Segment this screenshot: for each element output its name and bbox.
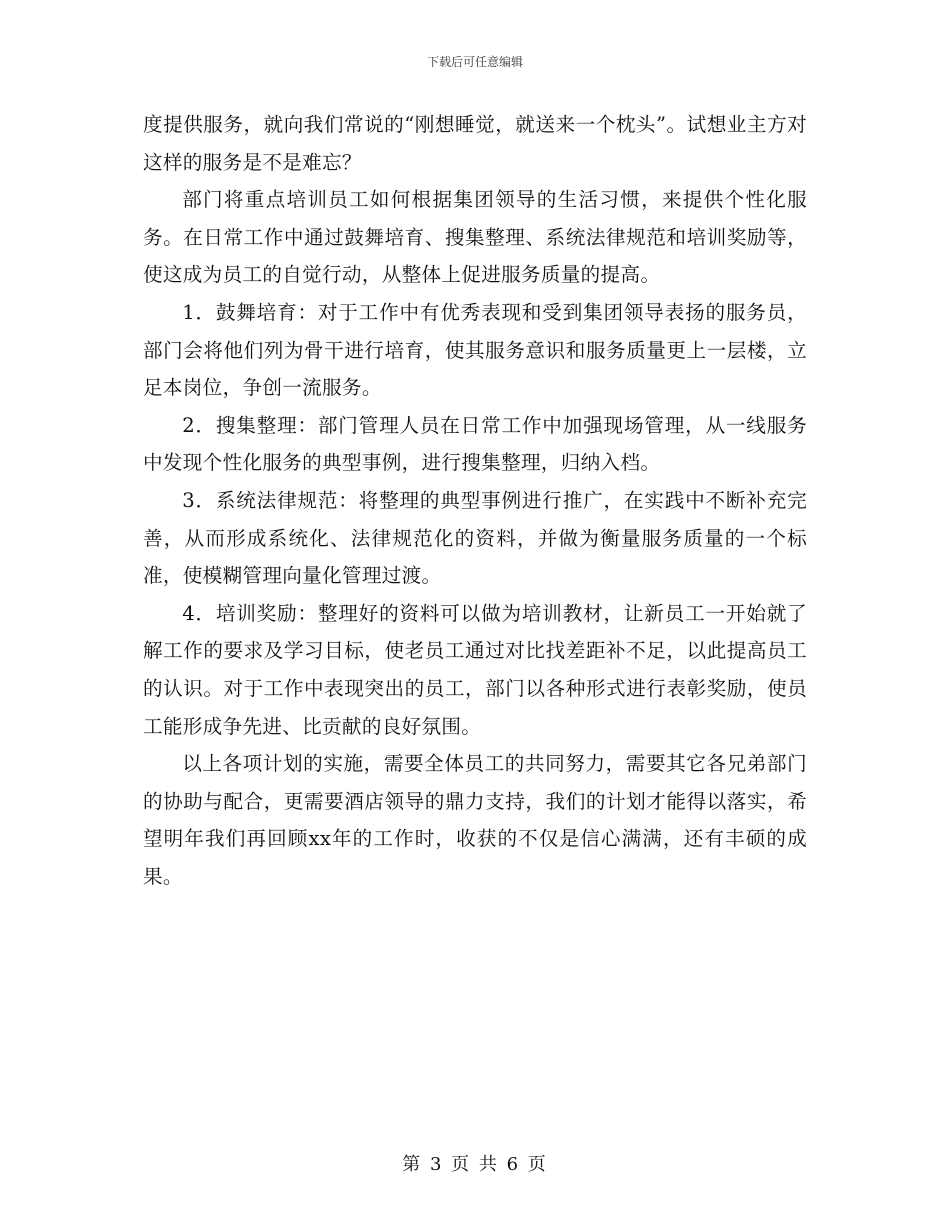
paragraph-item-1: 1．鼓舞培育：对于工作中有优秀表现和受到集团领导表扬的服务员，部门会将他们列为骨干进行培育，使其服务意识和服务质量更上一层楼，立足本岗位，争创一流服务。 (143, 300, 807, 400)
paragraph-training-intro: 部门将重点培训员工如何根据集团领导的生活习惯，来提供个性化服务。在日常工作中通过鼓舞培育、搜集整理、系统法律规范和培训奖励等，使这成为员工的自觉行动，从整体上促进服务质量的提高。 (143, 188, 807, 287)
paragraph-item-2: 2．搜集整理：部门管理人员在日常工作中加强现场管理，从一线服务中发现个性化服务的典型事例，进行搜集整理，归纳入档。 (143, 413, 807, 475)
page-header-note: 下载后可任意编辑 (426, 55, 523, 69)
paragraph-conclusion: 以上各项计划的实施，需要全体员工的共同努力，需要其它各兄弟部门的协助与配合，更需要酒店领导的鼎力支持，我们的计划才能得以落实，希望明年我们再回顾xx年的工作时，收获的不仅是信心满满，还有丰硕的成果。 (143, 752, 807, 888)
paragraph-continuation: 度提供服务，就向我们常说的“刚想睡觉，就送来一个枕头”。试想业主方对这样的服务是不是难忘？ (143, 113, 807, 174)
paragraph-item-4: 4．培训奖励：整理好的资料可以做为培训教材，让新员工一开始就了解工作的要求及学习目标，使老员工通过对比找差距补不足，以此提高员工的认识。对于工作中表现突出的员工，部门以各种形式进行表彰奖励，使员工能形成争先进、比贡献的良好氛围。 (143, 601, 807, 738)
page-number: 第 3 页 共 6 页 (402, 1154, 548, 1175)
paragraph-item-3: 3．系统法律规范：将整理的典型事例进行推广，在实践中不断补充完善，从而形成系统化、法律规范化的资料，并做为衡量服务质量的一个标准，使模糊管理向量化管理过渡。 (143, 488, 807, 588)
document-body (143, 106, 807, 895)
